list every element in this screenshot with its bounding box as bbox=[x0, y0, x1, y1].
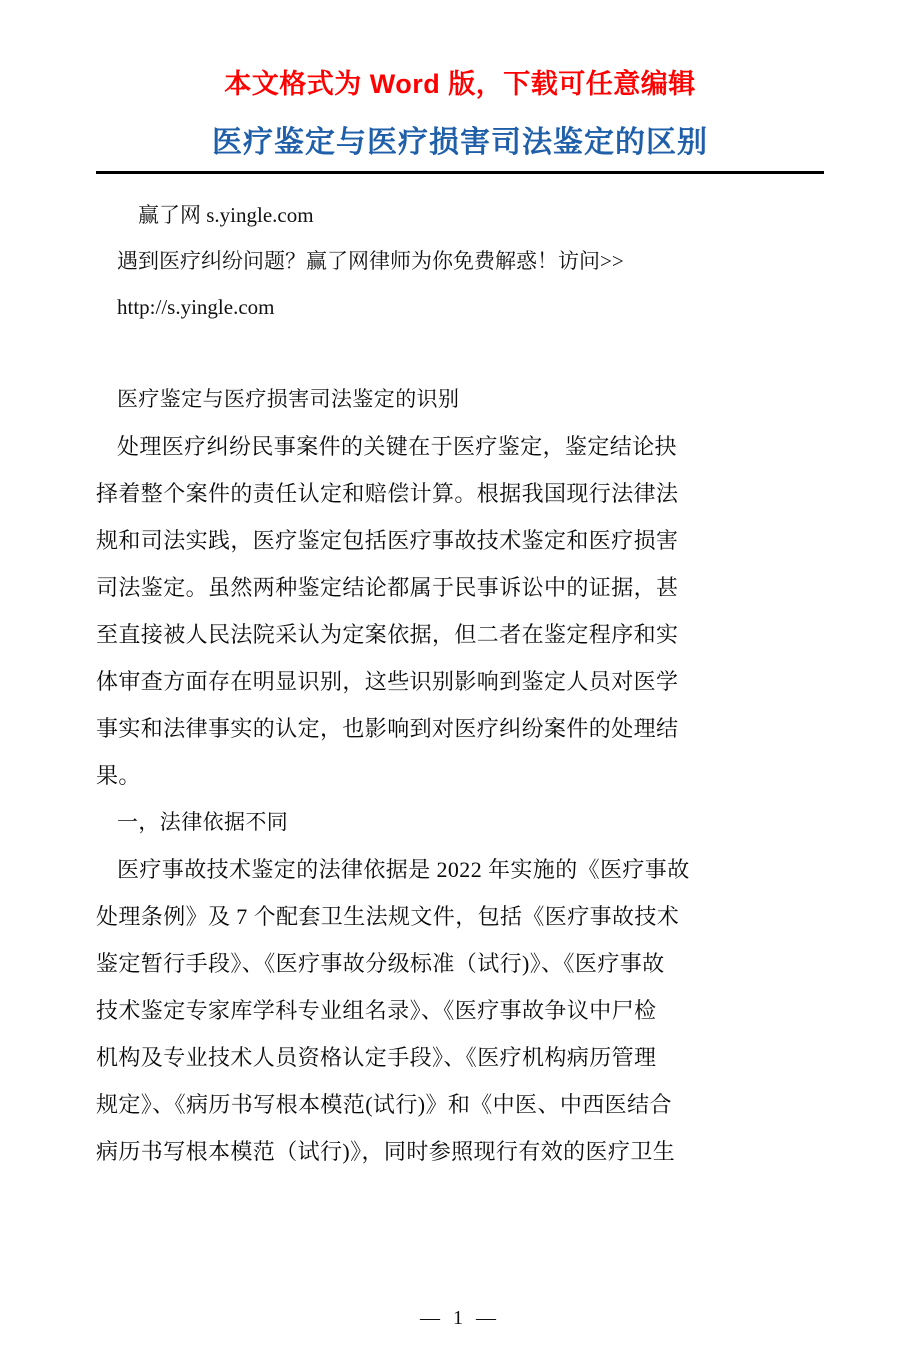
paragraph-line: 处理条例》及 7 个配套卫生法规文件，包括《医疗事故技术 bbox=[96, 904, 680, 929]
paragraph-line: 规和司法实践，医疗鉴定包括医疗事故技术鉴定和医疗损害 bbox=[96, 528, 679, 553]
paragraph-legal-basis bbox=[96, 846, 824, 1175]
page-title: 医疗鉴定与医疗损害司法鉴定的区别 bbox=[212, 126, 708, 159]
paragraph-line: 司法鉴定。虽然两种鉴定结论都属于民事诉讼中的证据，甚 bbox=[96, 575, 679, 600]
paragraph-line: 体审查方面存在明显识别，这些识别影响到鉴定人员对医学 bbox=[96, 669, 679, 694]
page-number: — 1 — bbox=[420, 1307, 500, 1329]
paragraph-line: 至直接被人民法院采认为定案依据，但二者在鉴定程序和实 bbox=[96, 622, 679, 647]
promo-text: 遇到医疗纠纷问题？赢了网律师为你免费解惑！访问>> bbox=[117, 249, 624, 273]
paragraph-line: 择着整个案件的责任认定和赔偿计算。根据我国现行法律法 bbox=[96, 481, 679, 506]
header-block bbox=[96, 192, 824, 330]
section-heading-1: 一，法律依据不同 bbox=[117, 810, 289, 834]
paragraph-line: 技术鉴定专家库学科专业组名录》、《医疗事故争议中尸检 bbox=[96, 998, 657, 1023]
paragraph-line: 机构及专业技术人员资格认定手段》、《医疗机构病历管理 bbox=[96, 1045, 657, 1070]
paragraph-line: 医疗事故技术鉴定的法律依据是 2022 年实施的《医疗事故 bbox=[117, 857, 690, 882]
site-url: http://s.yingle.com bbox=[117, 295, 275, 319]
paragraph-line: 果。 bbox=[96, 763, 141, 788]
site-name: 赢了网 s.yingle.com bbox=[138, 203, 314, 227]
paragraph-line: 处理医疗纠纷民事案件的关键在于医疗鉴定，鉴定结论抉 bbox=[117, 434, 678, 459]
title-divider bbox=[96, 171, 824, 174]
document-page bbox=[0, 62, 920, 1364]
paragraph-line: 事实和法律事实的认定，也影响到对医疗纠纷案件的处理结 bbox=[96, 716, 679, 741]
article-subtitle: 医疗鉴定与医疗损害司法鉴定的识别 bbox=[117, 387, 460, 411]
word-format-notice: 本文格式为 Word 版，下载可任意编辑 bbox=[224, 69, 696, 99]
paragraph-line: 规定》、《病历书写根本模范(试行)》和《中医、中西医结合 bbox=[96, 1092, 672, 1117]
paragraph-line: 病历书写根本模范（试行)》，同时参照现行有效的医疗卫生 bbox=[96, 1139, 676, 1164]
paragraph-intro bbox=[96, 423, 824, 799]
paragraph-line: 鉴定暂行手段》、《医疗事故分级标准（试行)》、《医疗事故 bbox=[96, 951, 665, 976]
blank-line bbox=[96, 330, 824, 376]
